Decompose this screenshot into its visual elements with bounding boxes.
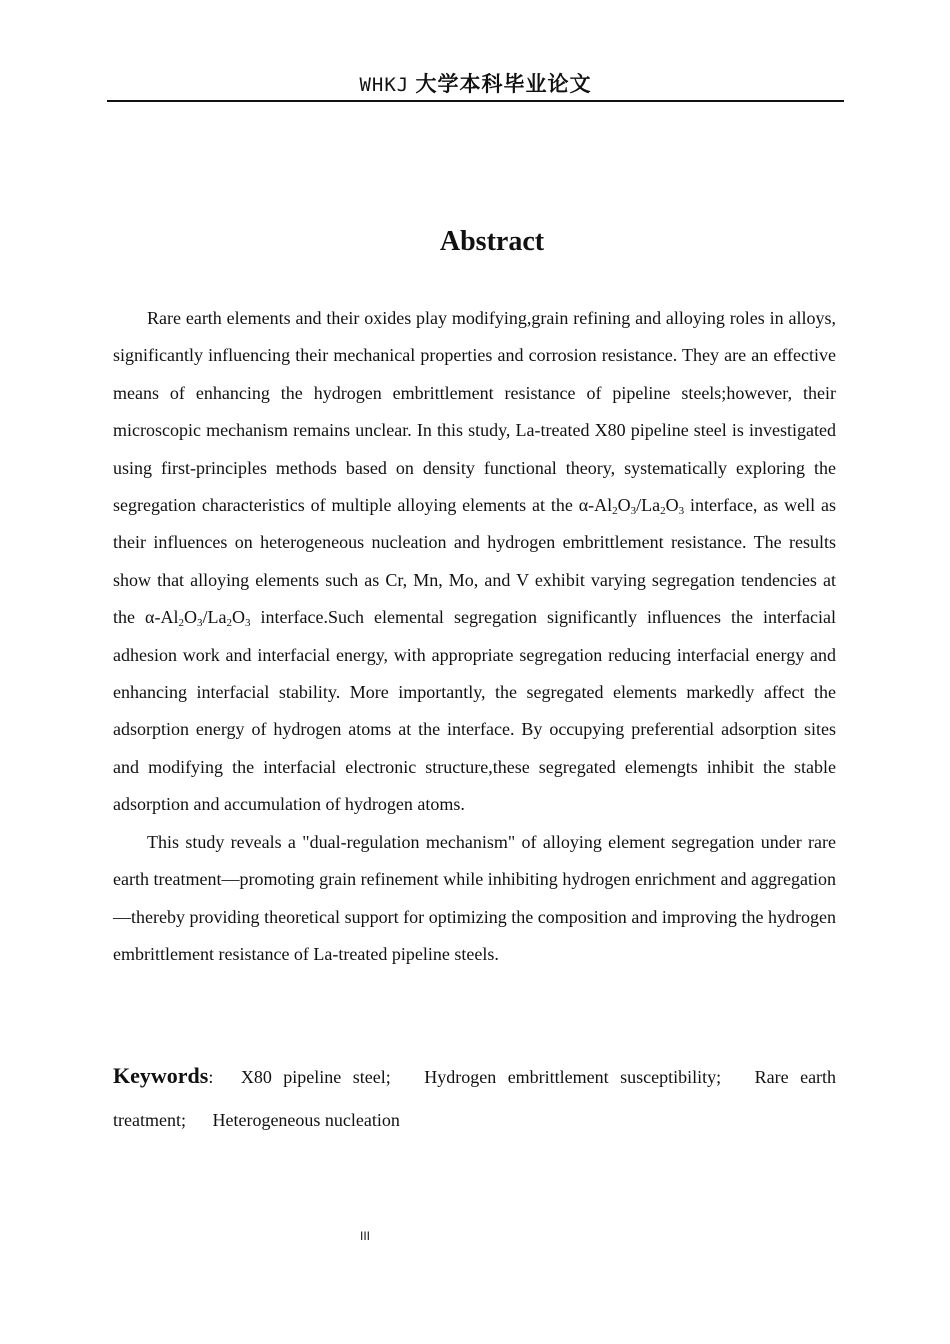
subscript: 2 [660,505,666,518]
abstract-body [113,300,836,973]
text-segment: interface, as well as their influences on heterogeneous nucleation and hydrogen embrittlement resistance. The results show that alloying elements such as Cr, Mn, Mo, and V exhibit varying segregation tendencies at the α-Al [113,495,836,628]
subscript: 3 [630,505,637,518]
text-segment: O [183,607,197,628]
keyword-item: X80 pipeline steel; [240,1067,391,1087]
header-title [359,72,591,96]
abstract-title: Abstract [439,226,545,257]
subscript: 2 [226,617,232,630]
text-segment: Rare earth elements and their oxides play modifying,grain refining and alloying roles in alloys, significantly influencing their mechanical properties and corrosion resistance. They are an effective means of enhancing the hydrogen embrittlement resistance of pipeline steels;however, their microscopic mechanism remains unclear. In this study, La-treated X80 pipeline steel is investigated using first-principles methods based on density functional theory, systematically exploring the segregation characteristics of multiple alloying elements at the α-Al [113,308,836,516]
keywords-section [113,1054,836,1142]
subscript: 3 [678,505,685,518]
keyword-item: Hydrogen embrittlement susceptibility; [424,1067,722,1087]
subscript: 2 [178,617,184,630]
header-thesis-label: 大学本科毕业论文 [415,72,592,96]
abstract-paragraph-1 [113,300,836,824]
text-segment: /La [636,495,661,516]
keywords-label: Keywords [113,1063,209,1088]
header-institution-code: WHKJ [359,74,410,96]
keyword-item: Rare earth treatment; [113,1067,837,1130]
subscript: 2 [612,505,618,518]
page-header [107,68,844,102]
subscript: 3 [196,617,203,630]
keywords-colon: : [208,1067,214,1087]
text-segment: O [665,495,679,516]
text-segment: O [231,607,245,628]
text-segment: O [617,495,631,516]
keyword-item: Heterogeneous nucleation [212,1110,400,1130]
abstract-paragraph-2: This study reveals a "dual-regulation mechanism" of alloying element segregation under rare earth treatment—promoting grain refinement while inhibiting hydrogen enrichment and aggregation—thereby providing theoretical support for optimizing the composition and improving the hydrogen embrittlement resistance of La-treated pipeline steels. [113,831,836,964]
subscript: 3 [244,617,251,630]
text-segment: interface.Such elemental segregation significantly influences the interfacial adhesion work and interfacial energy, with appropriate segregation reducing interfacial energy and enhancing interfacial stability. More importantly, the segregated elements markedly affect the adsorption energy of hydrogen atoms at the interface. By occupying preferential adsorption sites and modifying the interfacial electronic structure,these segregated elemengts inhibit the stable adsorption and accumulation of hydrogen atoms. [113,607,836,815]
page-number: III [359,1229,370,1243]
text-segment: /La [202,607,227,628]
